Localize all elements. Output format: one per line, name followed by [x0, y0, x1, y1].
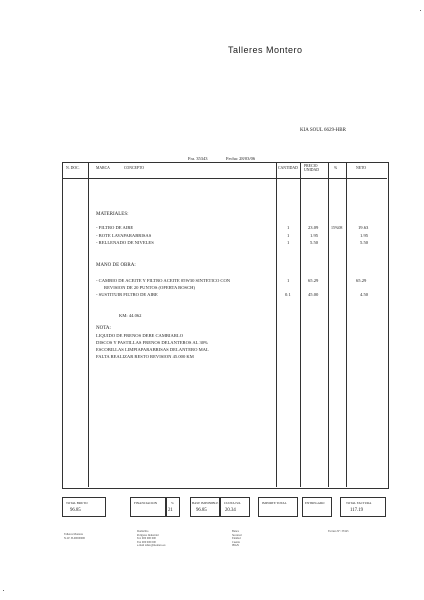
tax-base-value: 96.85 [196, 508, 207, 513]
header-concept: CONCEPTO [124, 166, 144, 170]
footer-bank-line: Sucursal [232, 533, 242, 537]
footer-company-line: Talleres Montero [64, 533, 84, 536]
financing-label: FINANCIACION [134, 501, 158, 505]
labor-concept-cont: REVISION DE 20 PUNTOS (OFERTA BOSCH) [104, 285, 196, 290]
header-discount: % [334, 166, 338, 170]
invoice-total-box [340, 497, 386, 517]
header-quantity: CANTIDAD [278, 166, 298, 170]
vat-percent-value: 21 [168, 508, 173, 513]
total-amount-box [258, 497, 298, 517]
material-net: 19.63 [358, 225, 369, 230]
material-qty: 1 [287, 225, 290, 230]
table-header-row [62, 162, 387, 179]
note-line: DISCOS Y PASTILLAS FRENOS DELANTEROS AL 30% [96, 340, 208, 345]
labor-concept: - CAMBIO DE ACEITE Y FILTRO ACEITE 05W30 SINTETICO CON [96, 278, 231, 283]
vat-amount-value: 20.34 [225, 508, 236, 513]
footer-bank-line: Banco [232, 530, 240, 533]
column-divider [300, 162, 301, 487]
column-divider [88, 162, 89, 487]
header-brand: MARCA [96, 166, 110, 170]
note-line: LIQUIDO DE FRENOS DEBE CAMBIARLO [96, 333, 184, 338]
header-unit-price: PRECIO UNIDAD [304, 164, 319, 173]
footer-address-line: e-mail taller@montero.es [137, 544, 166, 548]
vat-percent-label: % [171, 501, 174, 505]
material-net: 1.95 [360, 233, 369, 238]
material-price: 5.50 [310, 240, 319, 245]
footer-bank-block [232, 530, 242, 548]
invoice-total-value: 117.19 [350, 508, 364, 513]
total-gross-value: 96.85 [70, 508, 81, 513]
company-name: Talleres Montero [228, 45, 303, 55]
labor-net: 65.29 [356, 278, 367, 283]
footer-bank-line: IBAN [232, 544, 239, 548]
material-discount: 15%08 [331, 225, 343, 230]
invoice-date: Fecha: 28/03/06 [226, 156, 256, 161]
scan-speck [420, 10, 421, 11]
material-qty: 1 [287, 240, 290, 245]
invoice-total-label: TOTAL FACTURA [346, 501, 372, 505]
footer-address-line: Poligono Industrial [137, 533, 159, 537]
labor-price: 65.29 [308, 278, 319, 283]
vat-amount-box [220, 497, 250, 517]
notes-title: NOTA: [96, 326, 111, 331]
footer-bank-line: Cuenta [232, 540, 240, 544]
scan-speck [3, 590, 4, 591]
vat-percent-box [166, 497, 180, 517]
labor-concept: - SUSTITUIR FILTRO DE AIRE [96, 292, 158, 297]
labor-qty: 1 [287, 278, 290, 283]
total-gross-box [62, 497, 106, 517]
footer-reference-line: Factura Nº: 35343 [328, 530, 349, 533]
financing-box [130, 497, 166, 517]
total-gross-label: TOTAL BRUTO [66, 501, 88, 505]
footer-reference-block [328, 530, 348, 534]
note-line: ESCOBILLAS LIMPIAPARABRISAS DELANTERO MAL [96, 347, 209, 352]
footer-bank-line: Entidad [232, 537, 241, 541]
material-concept: - BOTE LAVAPARABRISAS [96, 233, 152, 238]
material-price: 23.09 [308, 225, 319, 230]
footer-company-block [64, 533, 85, 540]
footer-address-line: Tel. 000 000 000 [137, 537, 156, 541]
header-code: N. DOC. [66, 166, 80, 170]
labor-qty: 0.1 [285, 292, 291, 297]
mileage: KM: 44.062 [119, 313, 142, 318]
column-divider [346, 162, 347, 487]
vat-amount-label: CUOTA IVA [224, 501, 241, 505]
payment-box [302, 497, 332, 517]
material-concept: - FILTRO DE AIRE [96, 225, 134, 230]
footer-address-block [137, 530, 166, 548]
column-divider [276, 162, 277, 487]
invoice-number: Fra. 35343 [188, 156, 208, 161]
materials-title: MATERIALES: [96, 212, 129, 217]
material-net: 5.50 [360, 240, 369, 245]
labor-title: MANO DE OBRA: [96, 263, 136, 268]
tax-base-box [190, 497, 220, 517]
total-amount-label: IMPORTE TOTAL [262, 501, 287, 505]
payment-label: ENTREGADO [305, 501, 325, 505]
labor-price: 45.00 [308, 292, 319, 297]
material-price: 1.95 [310, 233, 319, 238]
vehicle-reference: KIA SOUL 6629-HBR [300, 128, 346, 133]
material-concept: - RELLENADO DE NIVELES [96, 240, 154, 245]
labor-net: 4.50 [360, 292, 369, 297]
note-line: FALTA REALIZAR RESTO REVISION 45.000 KM [96, 354, 194, 359]
tax-base-label: BASE IMPONIBLE [192, 501, 219, 505]
material-qty: 1 [287, 233, 290, 238]
column-divider [328, 162, 329, 487]
footer-address-line: Domicilio [137, 530, 149, 533]
header-net: NETO [356, 166, 367, 170]
footer-company-line: N.I.F. B-00000000 [64, 536, 86, 540]
footer-address-line: Fax 000 000 000 [137, 540, 156, 544]
